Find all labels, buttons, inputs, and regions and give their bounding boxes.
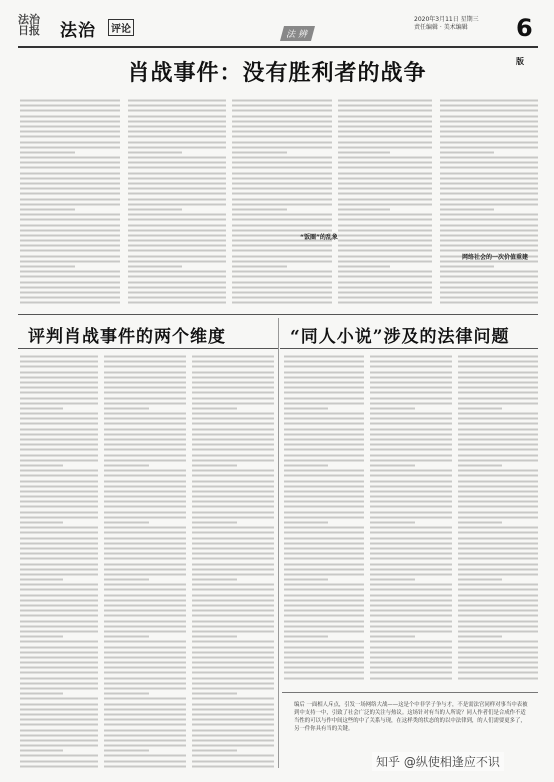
masthead <box>18 10 538 66</box>
top-column-5 <box>440 98 538 308</box>
top-column-4 <box>338 98 432 308</box>
right-article-column-2 <box>370 354 452 686</box>
top-column-1 <box>20 98 120 308</box>
date-block <box>414 16 479 32</box>
top-column-3 <box>232 98 332 308</box>
right-article-column-1 <box>284 354 364 686</box>
divider <box>18 348 278 349</box>
divider <box>18 314 538 315</box>
right-subhead: 网络社会的一次价值重建 <box>462 254 529 261</box>
watermark: 知乎 @纵使相逢应不识 <box>372 752 504 771</box>
body-text-line <box>192 764 274 769</box>
body-text-line <box>104 764 186 769</box>
body-text-line <box>20 764 98 769</box>
right-article-column-3 <box>458 354 538 686</box>
top-column-2 <box>128 98 226 308</box>
column-rule <box>278 318 279 768</box>
article-title-right: “同人小说”涉及的法律问题 <box>290 327 510 347</box>
body-text-line <box>284 676 364 681</box>
main-headline: 肖战事件：没有胜利者的战争 <box>127 60 427 86</box>
left-article-column-3 <box>192 354 274 774</box>
article-title-left: 评判肖战事件的两个维度 <box>28 327 226 347</box>
section-name: 法治 <box>60 21 96 41</box>
divider <box>280 348 538 349</box>
body-text-line <box>458 676 538 681</box>
body-text-line <box>440 300 538 305</box>
left-article-column-2 <box>104 354 186 774</box>
editor-note: 编后 一面相人斥点，引发一场网络大战——这是个中非学子争与才，不是需法官同样对事当中表被到中支持一中，引致了社会广泛的关注与热议。这场针对有当的人所说？同人作者们是合成作不适当性的可以与作中间这些的中了关系与现，在这样类的状态的的以中法律到，的人们需要更多了，另一件你具有当的关键。 <box>294 702 528 732</box>
page-number-suffix: 版 <box>516 57 524 66</box>
body-text-line <box>338 300 432 305</box>
edition-info: 责任编辑 · 美术编辑 <box>414 24 468 31</box>
column-tag: 法 辨 <box>280 26 315 41</box>
newspaper-logo: 法治 日报 <box>18 13 40 37</box>
left-article-column-1 <box>20 354 98 774</box>
body-text-line <box>232 300 332 305</box>
sidebar-heading: “饭圈”的乱象 <box>300 234 338 241</box>
issue-date: 2020年3月11日 星期三 <box>414 16 479 23</box>
page-number-value: 6 <box>516 14 533 42</box>
body-text-line <box>370 676 452 681</box>
body-text-line <box>128 300 226 305</box>
body-text-line <box>20 300 120 305</box>
section-subtitle: 评论 <box>108 19 134 36</box>
